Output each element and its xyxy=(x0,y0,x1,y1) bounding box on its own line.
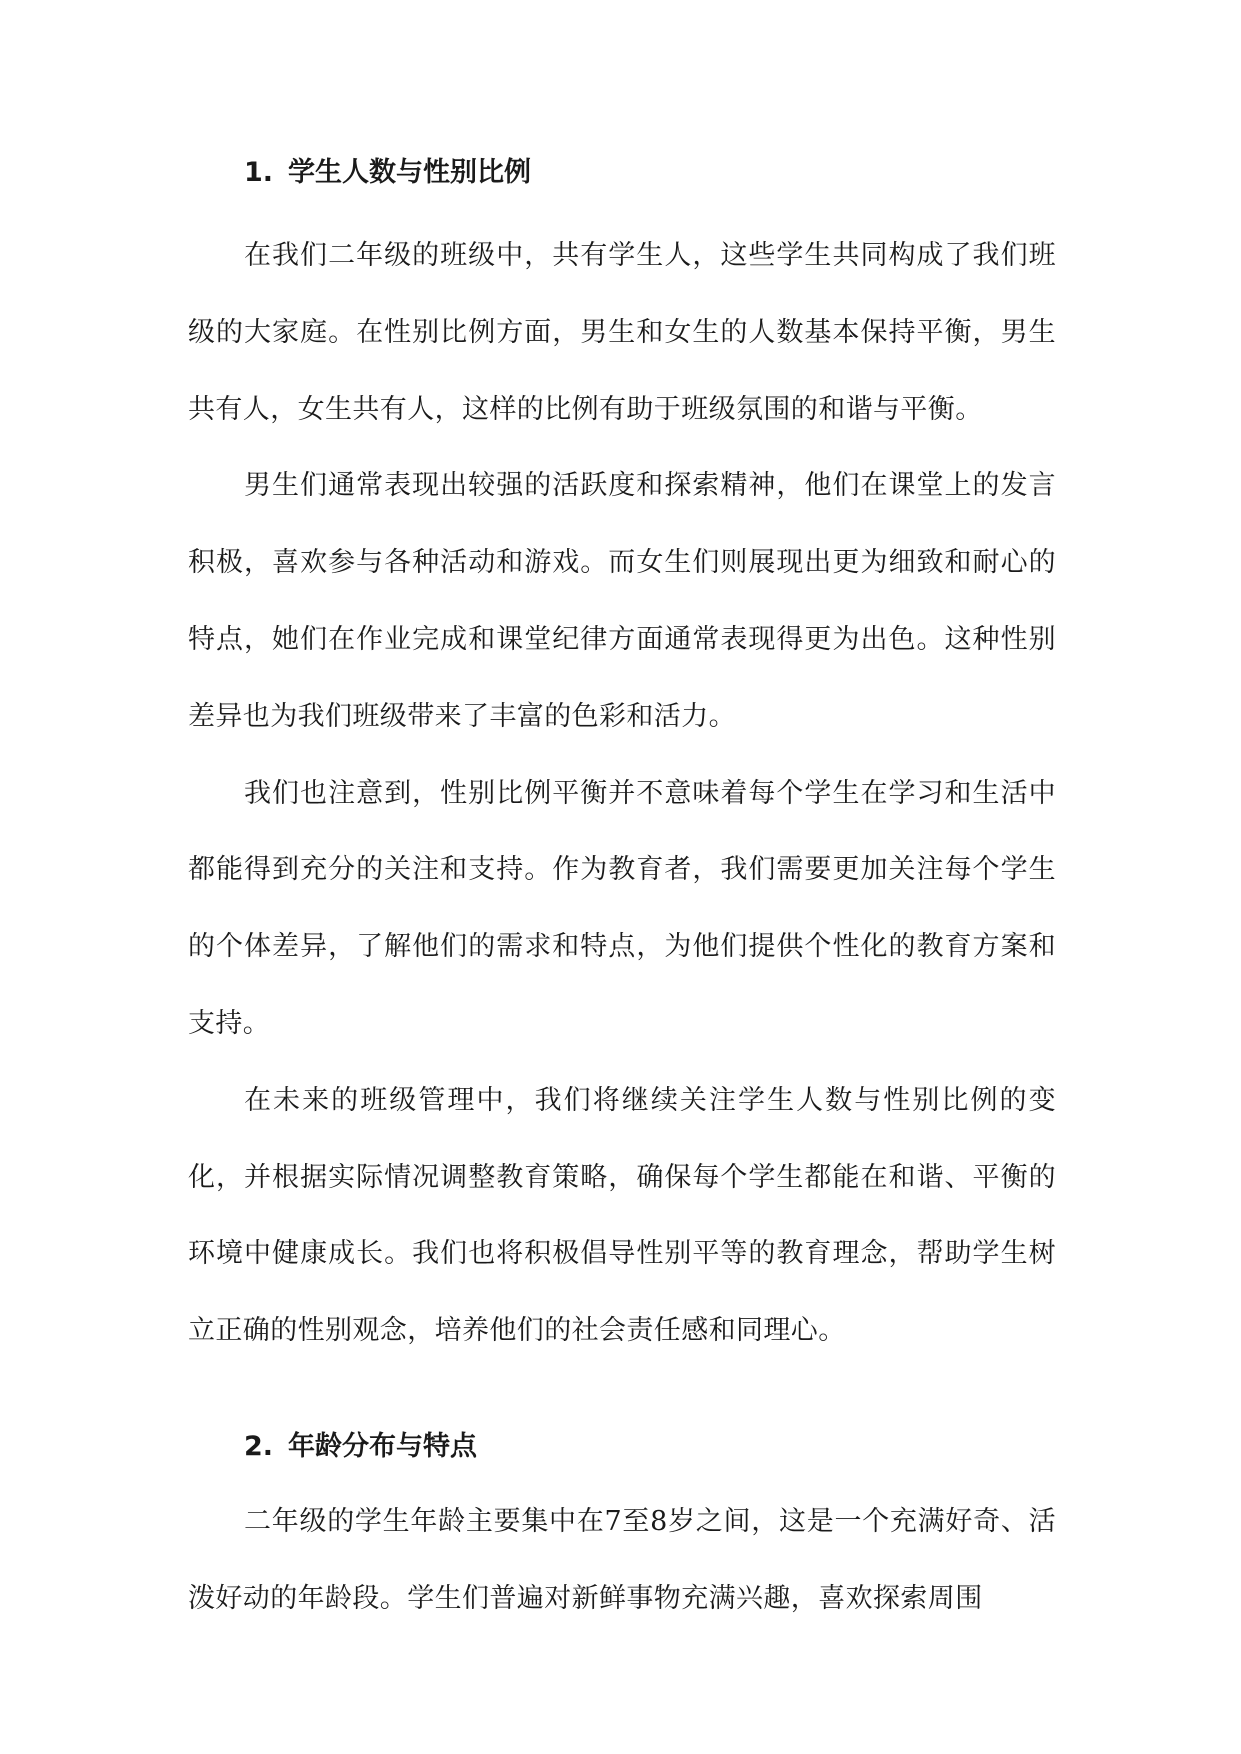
paragraph: 在未来的班级管理中，我们将继续关注学生人数与性别比例的变化，并根据实际情况调整教育策略，确保每个学生都能在和谐、平衡的环境中健康成长。我们也将积极倡导性别平等的教育理念，帮助学生树立正确的性别观念，培养他们的社会责任感和同理心。 xyxy=(188,1084,1056,1347)
section-title: 年龄分布与特点 xyxy=(288,1430,477,1462)
paragraph: 我们也注意到，性别比例平衡并不意味着每个学生在学习和生活中都能得到充分的关注和支持。作为教育者，我们需要更加关注每个学生的个体差异，了解他们的需求和特点，为他们提供个性化的教育方案和支持。 xyxy=(188,777,1056,1039)
section-number: 1. xyxy=(244,157,274,188)
document-body xyxy=(188,144,1056,1638)
section-heading xyxy=(188,1418,1056,1476)
paragraph: 男生们通常表现出较强的活跃度和探索精神，他们在课堂上的发言积极，喜欢参与各种活动和游戏。而女生们则展现出更为细致和耐心的特点，她们在作业完成和课堂纪律方面通常表现得更为出色。这种性别差异也为我们班级带来了丰富的色彩和活力。 xyxy=(188,470,1056,732)
section-student-count-gender xyxy=(188,144,1056,1370)
section-age-distribution xyxy=(188,1418,1056,1638)
section-title: 学生人数与性别比例 xyxy=(288,157,531,188)
paragraph: 二年级的学生年龄主要集中在7至8岁之间，这是一个充满好奇、活泼好动的年龄段。学生们普遍对新鲜事物充满兴趣，喜欢探索周围 xyxy=(188,1505,1056,1614)
paragraph: 在我们二年级的班级中，共有学生人，这些学生共同构成了我们班级的大家庭。在性别比例方面，男生和女生的人数基本保持平衡，男生共有人，女生共有人，这样的比例有助于班级氛围的和谐与平衡。 xyxy=(188,240,1056,425)
section-heading xyxy=(188,144,1056,202)
section-number: 2. xyxy=(244,1430,274,1462)
